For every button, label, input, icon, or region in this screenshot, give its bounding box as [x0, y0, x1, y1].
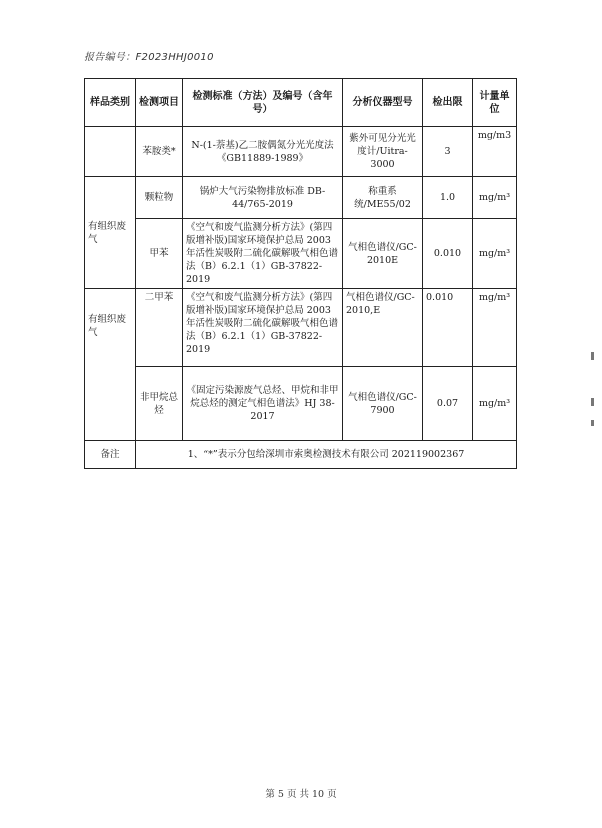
detection-limit-cell: 0.07 [423, 367, 473, 441]
scan-mark [591, 398, 594, 406]
detection-limit-cell: 0.010 [423, 219, 473, 289]
header-detection-limit: 检出限 [423, 79, 473, 127]
note-row [85, 441, 517, 469]
test-item: 苯胺类* [136, 127, 183, 177]
standard-cell: 《空气和废气监测分析方法》(第四版增补版)国家环境保护总局 2003 年活性炭吸附二硫化碳解吸气相色谱法（B）6.2.1（1）GB-37822-2019 [183, 219, 343, 289]
scan-mark [591, 352, 594, 360]
test-item: 颗粒物 [136, 177, 183, 219]
header-test-item: 检测项目 [136, 79, 183, 127]
standard-cell: 《空气和废气监测分析方法》(第四版增补版)国家环境保护总局 2003 年活性炭吸附二硫化碳解吸气相色谱法（B）6.2.1（1）GB-37822-2019 [183, 289, 343, 367]
category-label: 有组织废气 [88, 314, 127, 338]
unit-cell: mg/m³ [473, 367, 517, 441]
instrument-cell: 气相色谱仪/GC-2010E [343, 219, 423, 289]
test-item: 非甲烷总烃 [136, 367, 183, 441]
header-sample-category: 样品类别 [85, 79, 136, 127]
standard-cell: N-(1-萘基)乙二胺偶氮分光光度法《GB11889-1989》 [183, 127, 343, 177]
note-label: 备注 [85, 441, 136, 469]
detection-limit-cell: 1.0 [423, 177, 473, 219]
table-row [85, 289, 517, 367]
instrument-cell: 气相色谱仪/GC-2010,E [343, 289, 423, 367]
category-cell-2: 有组织废气 [85, 177, 136, 289]
header-instrument: 分析仪器型号 [343, 79, 423, 127]
category-cell-1 [85, 127, 136, 177]
test-item: 甲苯 [136, 219, 183, 289]
test-methods-table [84, 78, 517, 469]
instrument-cell: 称重系统/ME55/02 [343, 177, 423, 219]
unit-cell: mg/m3 [473, 127, 517, 177]
instrument-cell: 气相色谱仪/GC-7900 [343, 367, 423, 441]
scan-mark [591, 420, 594, 426]
detection-limit-cell: 0.010 [423, 289, 473, 367]
detection-limit-cell: 3 [423, 127, 473, 177]
table-header-row [85, 79, 517, 127]
header-unit: 计量单位 [473, 79, 517, 127]
unit-cell: mg/m³ [473, 219, 517, 289]
header-standard: 检测标准（方法）及编号（含年号） [183, 79, 343, 127]
unit-cell: mg/m³ [473, 177, 517, 219]
table-row [85, 219, 517, 289]
instrument-cell: 紫外可见分光光度计/Uitra-3000 [343, 127, 423, 177]
table-row [85, 177, 517, 219]
table-row [85, 367, 517, 441]
standard-cell: 锅炉大气污染物排放标准 DB-44/765-2019 [183, 177, 343, 219]
test-item: 二甲苯 [136, 289, 183, 367]
table-row [85, 127, 517, 177]
unit-cell: mg/m³ [473, 289, 517, 367]
page-footer: 第 5 页 共 10 页 [265, 789, 337, 800]
report-number: 报告编号：F2023HHJ0010 [84, 52, 214, 63]
standard-cell: 《固定污染源废气总烃、甲烷和非甲烷总烃的测定气相色谱法》HJ 38-2017 [183, 367, 343, 441]
category-cell-3 [85, 289, 136, 441]
note-text: 1、“*”表示分包给深圳市索奥检测技术有限公司 202119002367 [136, 441, 517, 469]
